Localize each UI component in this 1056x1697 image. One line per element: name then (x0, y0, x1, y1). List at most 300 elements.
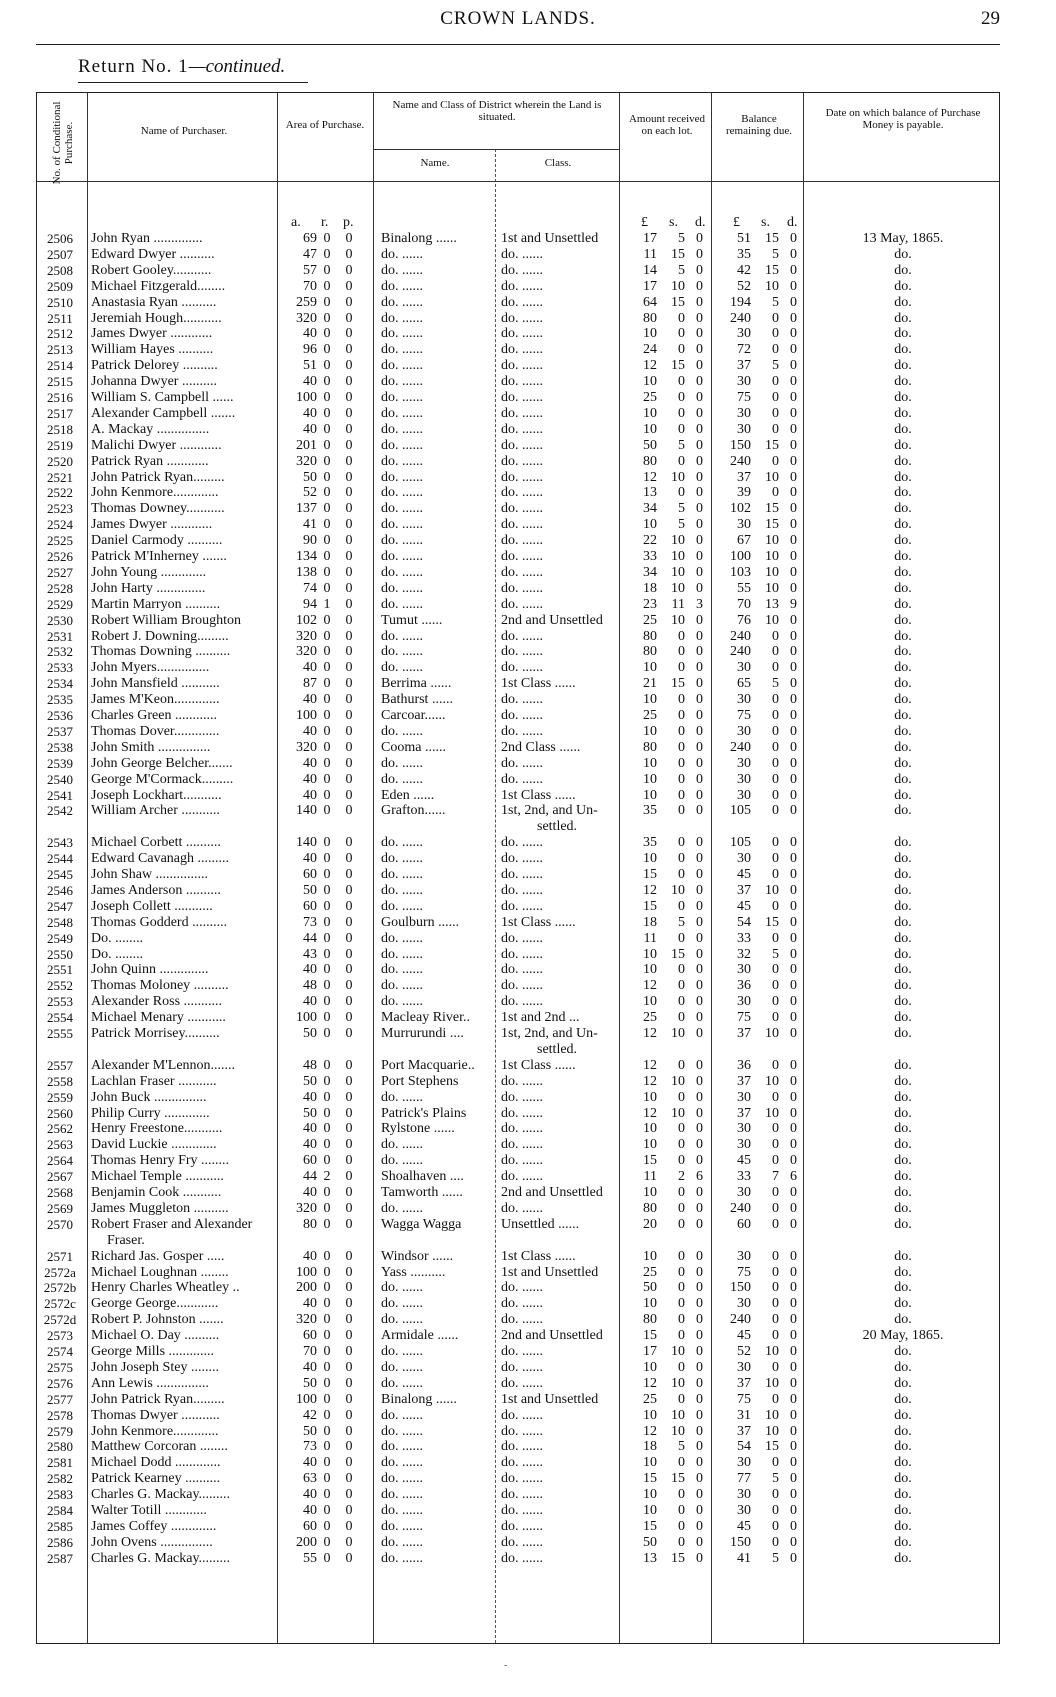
cell-s2: 10 (765, 1375, 779, 1391)
cell-l1: 24 (643, 342, 657, 358)
cell-l1: 10 (643, 1407, 657, 1423)
cell-d2: 0 (790, 962, 797, 978)
cell-d2: 0 (790, 326, 797, 342)
cell-dist: do. ...... (381, 994, 423, 1010)
cell-p: 0 (345, 1121, 353, 1137)
cell-no: 2541 (47, 787, 73, 803)
cell-p: 0 (345, 1169, 353, 1185)
cell-p: 0 (345, 946, 353, 962)
cell-s2: 0 (772, 994, 779, 1010)
cell-date: do. (894, 246, 912, 262)
cell-s1: 0 (678, 867, 685, 882)
cell-s2: 5 (772, 676, 779, 692)
cell-date: do. (894, 867, 912, 882)
table-row (37, 1519, 1001, 1535)
cell-s1: 10 (671, 1073, 685, 1089)
cell-s1: 15 (671, 358, 685, 374)
return-suffix: —continued. (188, 56, 286, 77)
cell-s1: 0 (678, 1359, 685, 1375)
cell-a: 44 (303, 1169, 317, 1185)
cell-dist: do. ...... (381, 1487, 423, 1503)
cell-no: 2512 (47, 326, 73, 342)
cell-a: 201 (296, 437, 317, 453)
cell-l2: 30 (737, 755, 751, 771)
cell-d1: 0 (696, 851, 703, 867)
cell-no: 2528 (47, 580, 73, 596)
cell-dist: Tamworth ...... (381, 1185, 463, 1200)
cell-r: 0 (323, 485, 331, 501)
cell-dist: do. ...... (381, 1455, 423, 1471)
cell-p: 0 (345, 1391, 353, 1407)
cell-dist: do. ...... (381, 501, 423, 517)
cell-cls: do. ...... (501, 644, 543, 660)
cell-name: John Patrick Ryan......... (91, 1391, 225, 1407)
cell-s2: 15 (765, 1439, 779, 1455)
cell-p: 0 (345, 1534, 353, 1550)
cell-l1: 10 (643, 1359, 657, 1375)
cell-r: 0 (323, 660, 331, 676)
cell-d2: 0 (790, 739, 797, 755)
cell-a: 134 (296, 549, 317, 564)
cell-d2: 0 (790, 1073, 797, 1089)
table-row (37, 1265, 1001, 1281)
table-row (37, 899, 1001, 915)
cell-name: Robert Gooley........... (91, 262, 212, 278)
cell-dist: do. ...... (381, 723, 423, 739)
cell-s1: 0 (678, 930, 685, 946)
cell-s1: 5 (678, 1439, 685, 1455)
table-row (37, 1090, 1001, 1106)
cell-s2: 0 (772, 310, 779, 326)
cell-d1: 0 (696, 692, 703, 708)
cell-d1: 0 (696, 1375, 703, 1391)
cell-dist: Binalong ...... (381, 1391, 457, 1407)
cell-dist: do. ...... (381, 294, 423, 310)
cell-s1: 10 (671, 1423, 685, 1439)
cell-l2: 37 (737, 358, 751, 374)
cell-p: 0 (345, 962, 353, 978)
cell-s2: 0 (772, 644, 779, 660)
unit-pence: d. (787, 215, 798, 230)
cell-s1: 0 (678, 1137, 685, 1153)
cell-l1: 15 (643, 1153, 657, 1169)
cell-a: 40 (303, 1359, 317, 1375)
cell-s1: 0 (678, 787, 685, 803)
cell-cls: 1st Class ...... (501, 1057, 576, 1073)
cell-l1: 80 (643, 739, 657, 755)
cell-no: 2564 (47, 1153, 73, 1169)
cell-r: 0 (323, 1280, 331, 1296)
cell-l1: 12 (643, 1375, 657, 1391)
table-row (37, 1344, 1001, 1360)
cell-r: 0 (323, 1328, 331, 1344)
cell-name: David Luckie ............. (91, 1137, 217, 1153)
cell-no: 2577 (47, 1391, 73, 1407)
cell-l1: 10 (643, 374, 657, 390)
cell-d2: 0 (790, 1057, 797, 1073)
cell-d1: 0 (696, 1185, 703, 1200)
cell-r: 0 (323, 469, 331, 485)
cell-d1: 0 (696, 278, 703, 294)
cell-d2: 0 (790, 501, 797, 517)
cell-a: 96 (303, 342, 317, 358)
cell-name: Johanna Dwyer .......... (91, 374, 217, 390)
cell-a: 50 (303, 882, 317, 898)
cell-l1: 15 (643, 898, 657, 914)
cell-dist: do. ...... (381, 405, 423, 421)
cell-p: 0 (345, 262, 353, 278)
cell-a: 60 (303, 867, 317, 882)
cell-s1: 10 (671, 278, 685, 294)
table-row (37, 390, 1001, 406)
cell-l1: 12 (643, 1105, 657, 1121)
cell-l1: 25 (643, 1264, 657, 1280)
cell-a: 94 (303, 596, 317, 612)
cell-date: do. (894, 898, 912, 914)
cell-name: Thomas Henry Fry ........ (91, 1153, 230, 1169)
cell-s1: 0 (678, 390, 685, 405)
cell-s2: 0 (772, 692, 779, 708)
cell-d2: 0 (790, 1328, 797, 1344)
cell-name: Michael Menary ........... (91, 1010, 226, 1026)
cell-d2: 0 (790, 1296, 797, 1312)
table-row (37, 247, 1001, 263)
cell-s1: 15 (671, 246, 685, 262)
cell-d2: 0 (790, 262, 797, 278)
cell-dist: do. ...... (381, 517, 423, 533)
cell-l2: 75 (737, 1264, 751, 1280)
cell-d2: 0 (790, 1312, 797, 1328)
cell-a: 41 (303, 517, 317, 533)
cell-cls: do. ...... (501, 1200, 543, 1216)
cell-no: 2533 (47, 660, 73, 676)
cell-dist: do. ...... (381, 962, 423, 978)
cell-d2: 0 (790, 771, 797, 787)
cell-cls: do. ...... (501, 421, 543, 437)
table-row (37, 454, 1001, 470)
cell-a: 100 (296, 1391, 317, 1407)
cell-a: 50 (303, 1073, 317, 1089)
cell-no: 2530 (47, 612, 73, 628)
cell-l2: 45 (737, 898, 751, 914)
cell-p: 0 (345, 676, 353, 692)
cell-dist: Cooma ...... (381, 739, 446, 755)
cell-d2: 0 (790, 787, 797, 803)
cell-name: Patrick M'Inherney ....... (91, 549, 227, 564)
cell-a: 40 (303, 1455, 317, 1471)
cell-l1: 10 (643, 692, 657, 708)
cell-d2: 0 (790, 1200, 797, 1216)
cell-l2: 30 (737, 994, 751, 1010)
cell-d1: 0 (696, 533, 703, 549)
cell-d2: 0 (790, 485, 797, 501)
cell-l1: 10 (643, 660, 657, 676)
cell-s2: 5 (772, 246, 779, 262)
cell-r: 0 (323, 405, 331, 421)
cell-d2: 0 (790, 294, 797, 310)
cell-d1: 0 (696, 1550, 703, 1566)
cell-cls: do. ...... (501, 1375, 543, 1391)
cell-p: 0 (345, 755, 353, 771)
cell-l2: 31 (737, 1407, 751, 1423)
cell-l2: 75 (737, 708, 751, 723)
cell-d2: 0 (790, 453, 797, 469)
cell-l1: 10 (643, 421, 657, 437)
cell-s2: 10 (765, 533, 779, 549)
table-row (37, 1503, 1001, 1519)
cell-cls: do. ...... (501, 342, 543, 358)
cell-no: 2539 (47, 755, 73, 771)
cell-name: Joseph Lockhart........... (91, 787, 222, 803)
cell-d2: 0 (790, 549, 797, 564)
cell-s2: 15 (765, 437, 779, 453)
cell-r: 0 (323, 1026, 331, 1041)
cell-r: 0 (323, 787, 331, 803)
cell-date: do. (894, 453, 912, 469)
cell-d2: 0 (790, 1534, 797, 1550)
cell-d1: 0 (696, 1439, 703, 1455)
cell-d2: 0 (790, 405, 797, 421)
cell-dist: Patrick's Plains (381, 1105, 467, 1121)
cell-l1: 13 (643, 485, 657, 501)
cell-s1: 0 (678, 1455, 685, 1471)
cell-no: 2568 (47, 1185, 73, 1200)
cell-r: 0 (323, 692, 331, 708)
cell-l1: 10 (643, 851, 657, 867)
cell-no: 2553 (47, 994, 73, 1010)
table-row (37, 485, 1001, 501)
cell-d1: 0 (696, 882, 703, 898)
cell-date: do. (894, 1518, 912, 1534)
cell-l2: 55 (737, 580, 751, 596)
cell-dist: do. ...... (381, 278, 423, 294)
cell-d1: 0 (696, 517, 703, 533)
cell-date: do. (894, 835, 912, 851)
cell-l2: 30 (737, 1359, 751, 1375)
cell-no: 2536 (47, 708, 73, 723)
cell-date: do. (894, 1216, 912, 1232)
cell-dist: Grafton...... (381, 803, 446, 819)
cell-d1: 0 (696, 1105, 703, 1121)
unit-pounds: £ (733, 215, 740, 230)
cell-s1: 0 (678, 1153, 685, 1169)
cell-l1: 17 (643, 231, 657, 246)
cell-d1: 0 (696, 564, 703, 580)
cell-s2: 0 (772, 867, 779, 882)
cell-r: 0 (323, 278, 331, 294)
cell-p: 0 (345, 930, 353, 946)
cell-s2: 0 (772, 342, 779, 358)
cell-cls: do. ...... (501, 1296, 543, 1312)
cell-no: 2575 (47, 1359, 73, 1375)
cell-no: 2520 (47, 453, 73, 469)
cell-dist: do. ...... (381, 771, 423, 787)
cell-s2: 10 (765, 278, 779, 294)
cell-s1: 10 (671, 1105, 685, 1121)
cell-dist: Macleay River.. (381, 1010, 471, 1026)
table-row (37, 1217, 1001, 1233)
cell-s1: 0 (678, 1121, 685, 1137)
cell-a: 40 (303, 326, 317, 342)
cell-a: 57 (303, 262, 317, 278)
cell-cls: 1st and Unsettled (501, 231, 599, 246)
cell-l1: 18 (643, 914, 657, 930)
cell-no: 2551 (47, 962, 73, 978)
cell-dist: Murrurundi .... (381, 1026, 464, 1041)
cell-l1: 80 (643, 1312, 657, 1328)
cell-s1: 0 (678, 628, 685, 644)
cell-name: Lachlan Fraser ........... (91, 1073, 217, 1089)
cell-l1: 35 (643, 803, 657, 819)
table-row (37, 931, 1001, 947)
cell-no: 2514 (47, 358, 73, 374)
cell-d2: 0 (790, 580, 797, 596)
cell-l2: 35 (737, 246, 751, 262)
table-row (37, 1392, 1001, 1408)
cell-p: 0 (345, 1375, 353, 1391)
cell-d1: 0 (696, 867, 703, 882)
cell-r: 0 (323, 533, 331, 549)
cell-r: 0 (323, 946, 331, 962)
cell-no: 2537 (47, 723, 73, 739)
cell-dist: do. ...... (381, 1280, 423, 1296)
cell-s2: 0 (772, 708, 779, 723)
cell-r: 0 (323, 517, 331, 533)
cell-a: 60 (303, 898, 317, 914)
cell-s1: 10 (671, 882, 685, 898)
cell-s1: 0 (678, 771, 685, 787)
cell-p: 0 (345, 549, 353, 564)
cell-date: do. (894, 517, 912, 533)
cell-l2: 36 (737, 1057, 751, 1073)
cell-cls: do. ...... (501, 660, 543, 676)
cell-d1: 0 (696, 1328, 703, 1344)
table-row (37, 1312, 1001, 1328)
cell-s2: 10 (765, 1407, 779, 1423)
cell-cls: do. ...... (501, 1105, 543, 1121)
cell-d2: 0 (790, 755, 797, 771)
table-row (37, 947, 1001, 963)
cell-date: do. (894, 1057, 912, 1073)
cell-r: 0 (323, 628, 331, 644)
cell-p: 0 (345, 231, 353, 246)
cell-r: 0 (323, 1105, 331, 1121)
cell-date: do. (894, 294, 912, 310)
cell-cls: do. ...... (501, 1471, 543, 1487)
cell-no: 2572d (43, 1312, 77, 1328)
cell-d1: 0 (696, 644, 703, 660)
cell-a: 55 (303, 1550, 317, 1566)
cell-p: 0 (345, 1455, 353, 1471)
cell-dist: Binalong ...... (381, 231, 457, 246)
cell-d1: 0 (696, 708, 703, 723)
cell-dist: do. ...... (381, 564, 423, 580)
cell-a: 40 (303, 1248, 317, 1264)
cell-d1: 0 (696, 580, 703, 596)
cell-p: 0 (345, 1439, 353, 1455)
cell-no: 2523 (47, 501, 73, 517)
cell-d2: 0 (790, 564, 797, 580)
cell-d1: 0 (696, 1073, 703, 1089)
cell-date: do. (894, 437, 912, 453)
cell-date: do. (894, 1423, 912, 1439)
table-row (37, 788, 1001, 804)
cell-p: 0 (345, 453, 353, 469)
cell-p: 0 (345, 421, 353, 437)
cell-l1: 10 (643, 1089, 657, 1105)
cell-s1: 15 (671, 1550, 685, 1566)
cell-cls: do. ...... (501, 1487, 543, 1503)
table-row (37, 835, 1001, 851)
cell-l1: 10 (643, 1296, 657, 1312)
cell-cls: do. ...... (501, 867, 543, 882)
cell-p: 0 (345, 1010, 353, 1026)
cell-d1: 0 (696, 978, 703, 994)
cell-r: 0 (323, 1471, 331, 1487)
cell-date: do. (894, 1439, 912, 1455)
cell-a: 48 (303, 1057, 317, 1073)
cell-name: John Quinn .............. (91, 962, 209, 978)
cell-r: 0 (323, 1200, 331, 1216)
cell-d1: 0 (696, 1391, 703, 1407)
cell-date: do. (894, 1375, 912, 1391)
cell-d2: 0 (790, 1518, 797, 1534)
table-row (37, 1249, 1001, 1265)
cell-s1: 0 (678, 1280, 685, 1296)
cell-d1: 0 (696, 739, 703, 755)
cell-dist: do. ...... (381, 628, 423, 644)
cell-no: 2580 (47, 1439, 73, 1455)
table-row (37, 1471, 1001, 1487)
cell-a: 100 (296, 390, 317, 405)
cell-d1: 0 (696, 755, 703, 771)
cell-s1: 0 (678, 326, 685, 342)
cell-name: Michael Dodd ............. (91, 1455, 221, 1471)
cell-cls: do. ...... (501, 994, 543, 1010)
cell-name: Do. ........ (91, 946, 144, 962)
cell-a: 40 (303, 1296, 317, 1312)
cell-r: 0 (323, 580, 331, 596)
cell-l2: 51 (737, 231, 751, 246)
cell-d1: 0 (696, 1137, 703, 1153)
cell-d1: 0 (696, 469, 703, 485)
table-row (37, 279, 1001, 295)
cell-cls: do. ...... (501, 405, 543, 421)
cell-p: 0 (345, 1137, 353, 1153)
cell-name: Martin Marryon .......... (91, 596, 221, 612)
cell-a: 320 (296, 739, 317, 755)
cell-name: Michael Loughnan ........ (91, 1264, 229, 1280)
cell-no: 2519 (47, 437, 73, 453)
cell-l1: 25 (643, 1010, 657, 1026)
cell-l2: 30 (737, 374, 751, 390)
cell-r: 0 (323, 1391, 331, 1407)
cell-d2: 0 (790, 994, 797, 1010)
table-row (37, 660, 1001, 676)
cell-l2: 30 (737, 1137, 751, 1153)
cell-date: do. (894, 914, 912, 930)
cell-s2: 0 (772, 898, 779, 914)
cell-d2: 0 (790, 469, 797, 485)
cell-r: 0 (323, 930, 331, 946)
cell-d1: 0 (696, 962, 703, 978)
cell-a: 140 (296, 803, 317, 819)
cell-p: 0 (345, 1185, 353, 1200)
cell-name: James Dwyer ............ (91, 326, 213, 342)
cell-p: 0 (345, 390, 353, 405)
cell-d1: 0 (696, 1423, 703, 1439)
cell-d1: 0 (696, 1248, 703, 1264)
